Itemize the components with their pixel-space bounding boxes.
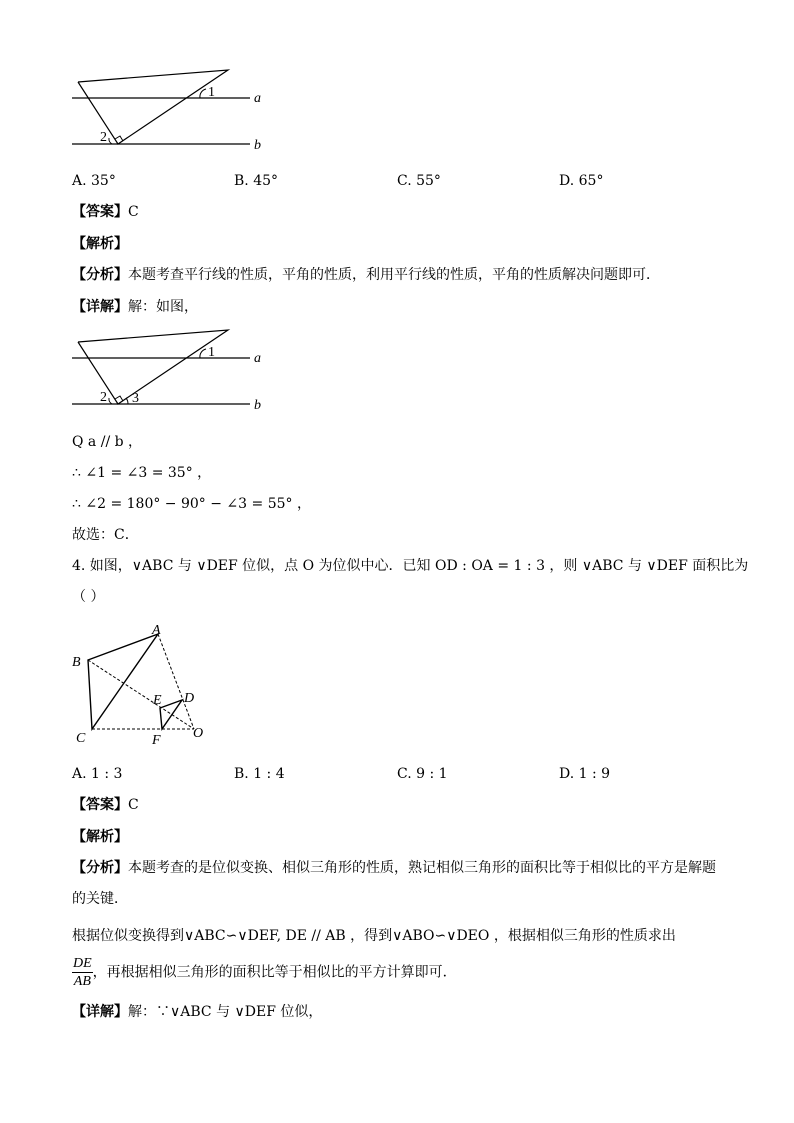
analysis-tag: 【分析】 xyxy=(72,267,128,283)
q4-option-a: A. 1 : 3 xyxy=(72,766,123,782)
step-1: Q a // b ， xyxy=(72,434,143,450)
figure-2-label-b: b xyxy=(254,398,261,413)
figure-2-parallel-lines xyxy=(60,320,280,420)
detail-text: 解：如图， xyxy=(128,299,198,315)
option-b: B. 45° xyxy=(234,173,279,189)
q4-analysis-heading: 【解析】 xyxy=(72,829,128,845)
answer-tag: 【答案】 xyxy=(72,204,128,220)
q4-para-2-line xyxy=(72,955,457,995)
detail-tag: 【详解】 xyxy=(72,299,128,315)
figure-2-label-2: 2 xyxy=(100,390,107,405)
step-2: ∴ ∠1 = ∠3 = 35° ， xyxy=(72,465,212,481)
analysis-line xyxy=(72,266,660,284)
q4-analysis-line xyxy=(72,859,716,877)
q4-answer-tag: 【答案】 xyxy=(72,797,128,813)
q4-para-1: 根据位似变换得到∨ABC∽∨DEF, DE // AB ，得到∨ABO∽∨DEO ，根据相似三角形的性质求出 xyxy=(72,928,676,944)
option-c: C. 55° xyxy=(397,173,441,189)
q4-option-c: C. 9 : 1 xyxy=(397,766,448,782)
q4-detail-line xyxy=(72,1003,322,1021)
figure-3-label-D: D xyxy=(184,691,195,706)
q4-detail-text: 解：∵∨ABC 与 ∨DEF 位似， xyxy=(128,1004,323,1020)
analysis-text: 本题考查平行线的性质，平角的性质，利用平行线的性质，平角的性质解决问题即可． xyxy=(128,267,660,283)
figure-1-label-a: a xyxy=(254,91,261,106)
q4-answer-line xyxy=(72,796,139,814)
q4-analysis-text: 本题考查的是位似变换、相似三角形的性质，熟记相似三角形的面积比等于相似比的平方是解题 xyxy=(128,860,716,876)
figure-2-label-1: 1 xyxy=(208,345,215,360)
figure-2-label-3: 3 xyxy=(132,391,139,406)
option-a: A. 35° xyxy=(72,173,116,189)
q4-answer-value: C xyxy=(128,797,139,813)
q4-option-b: B. 1 : 4 xyxy=(234,766,285,782)
step-3: ∴ ∠2 = 180° − 90° − ∠3 = 55° ， xyxy=(72,496,311,512)
choice-line: 故选：C． xyxy=(72,527,139,543)
answer-line xyxy=(72,203,139,221)
analysis-heading: 【解析】 xyxy=(72,236,128,252)
q4-option-d: D. 1 : 9 xyxy=(559,766,611,782)
detail-line xyxy=(72,298,198,316)
question-4-line-2: （ ） xyxy=(72,589,105,605)
answer-value: C xyxy=(128,204,139,220)
option-d: D. 65° xyxy=(559,173,604,189)
figure-3-label-E: E xyxy=(153,693,162,708)
fraction-denominator: AB xyxy=(73,974,91,989)
figure-3-label-A: A xyxy=(152,623,161,638)
figure-1-label-1: 1 xyxy=(208,85,215,100)
figure-3-label-B: B xyxy=(72,655,81,670)
figure-3-homothety xyxy=(66,618,226,748)
figure-1-label-2: 2 xyxy=(100,130,107,145)
q4-detail-tag: 【详解】 xyxy=(72,1004,128,1020)
figure-1-parallel-lines xyxy=(60,60,280,160)
fraction-numerator: DE xyxy=(73,956,92,971)
q4-para-2-text: ，再根据相似三角形的面积比等于相似比的平方计算即可． xyxy=(92,964,457,981)
q4-analysis-tag: 【分析】 xyxy=(72,860,128,876)
figure-3-label-F: F xyxy=(152,733,161,748)
figure-3-label-O: O xyxy=(193,726,204,741)
figure-3-label-C: C xyxy=(76,731,86,746)
figure-1-label-b: b xyxy=(254,138,261,153)
q4-analysis-text-2: 的关键． xyxy=(72,891,128,907)
question-4-line-1: 4. 如图，∨ABC 与 ∨DEF 位似，点 O 为位似中心．已知 OD : OA = 1 : 3 ，则 ∨ABC 与 ∨DEF 面积比为 xyxy=(72,558,749,574)
figure-2-label-a: a xyxy=(254,351,261,366)
fraction-de-ab xyxy=(72,955,93,990)
